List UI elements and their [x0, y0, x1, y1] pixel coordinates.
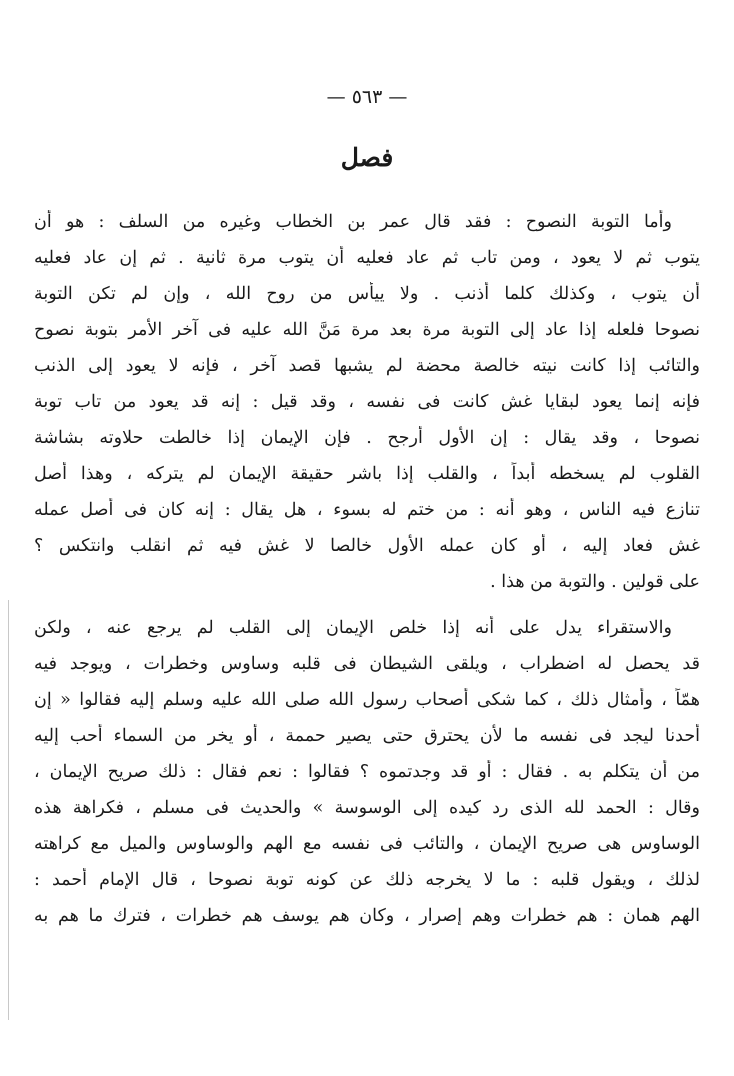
- text-line: الهم همان : هم خطرات وهم إصرار ، وكان هم يوسف هم خطرات ، فترك ما هم به: [34, 906, 700, 926]
- text-line: نصوحا فلعله إذا عاد إلى التوبة مرة بعد مرة مَنَّ الله عليه فى آخر الأمر بتوبة نصوح: [34, 320, 700, 340]
- text-line: يتوب ثم لا يعود ، ومن تاب ثم عاد فعليه أن يتوب مرة ثانية . ثم إن عاد فعليه: [34, 248, 700, 268]
- text-line: والتائب إذا كانت نيته خالصة محضة لم يشبها قصد آخر ، فإنه لا يعود إلى الذنب: [34, 356, 700, 376]
- text-line: أحدنا ليجد فى نفسه ما لأن يحترق حتى يصير حممة ، أو يخر من السماء أحب إليه: [34, 726, 700, 746]
- page-edge-mark: [8, 600, 9, 1020]
- text-line: غش فعاد إليه ، أو كان عمله الأول خالصا لا غش فيه ثم انقلب وانتكس ؟: [34, 536, 700, 556]
- text-line: تنازع فيه الناس ، وهو أنه : من ختم له بسوء ، هل يقال : إنه كان فى أصل عمله: [34, 500, 700, 520]
- text-line: أن يتوب ، وكذلك كلما أذنب . ولا ييأس من روح الله ، وإن لم تكن التوبة: [34, 284, 700, 304]
- text-line: القلوب لم يسخطه أبداً ، والقلب إذا باشر حقيقة الإيمان لم يتركه ، وهذا أصل: [34, 464, 700, 484]
- text-line: وقال : الحمد لله الذى رد كيده إلى الوسوسة » والحديث فى مسلم ، فكراهة هذه: [34, 798, 700, 818]
- text-line: نصوحا ، وقد يقال : إن الأول أرجح . فإن الإيمان إذا خالطت حلاوته بشاشة: [34, 428, 700, 448]
- section-heading: فصل: [340, 143, 394, 172]
- page-number: — ٥٦٣ —: [326, 86, 408, 108]
- text-line: قد يحصل له اضطراب ، ويلقى الشيطان فى قلبه وساوس وخطرات ، ويوجد فيه: [34, 654, 700, 674]
- text-line: لذلك ، ويقول قلبه : ما لا يخرجه ذلك عن كونه توبة نصوحا ، قال الإمام أحمد :: [34, 870, 700, 890]
- text-line: الوساوس هى صريح الإيمان ، والتائب فى نفسه مع الهم والوساوس والميل مع كراهته: [34, 834, 700, 854]
- text-line: همّاً ، وأمثال ذلك ، كما شكى أصحاب رسول الله صلى الله عليه وسلم إليه فقالوا « إن: [34, 690, 700, 710]
- text-line: والاستقراء يدل على أنه إذا خلص الإيمان إلى القلب لم يرجع عنه ، ولكن: [34, 618, 672, 638]
- text-line: على قولين . والتوبة من هذا .: [490, 572, 700, 592]
- text-line: وأما التوبة النصوح : فقد قال عمر بن الخطاب وغيره من السلف : هو أن: [34, 212, 672, 232]
- text-line: فإنه إنما يعود لبقايا غش كانت فى نفسه ، وقد قيل : إنه قد يعود من تاب توبة: [34, 392, 700, 412]
- text-line: من أن يتكلم به . فقال : أو قد وجدتموه ؟ فقالوا : نعم فقال : ذلك صريح الإيمان ،: [34, 762, 700, 782]
